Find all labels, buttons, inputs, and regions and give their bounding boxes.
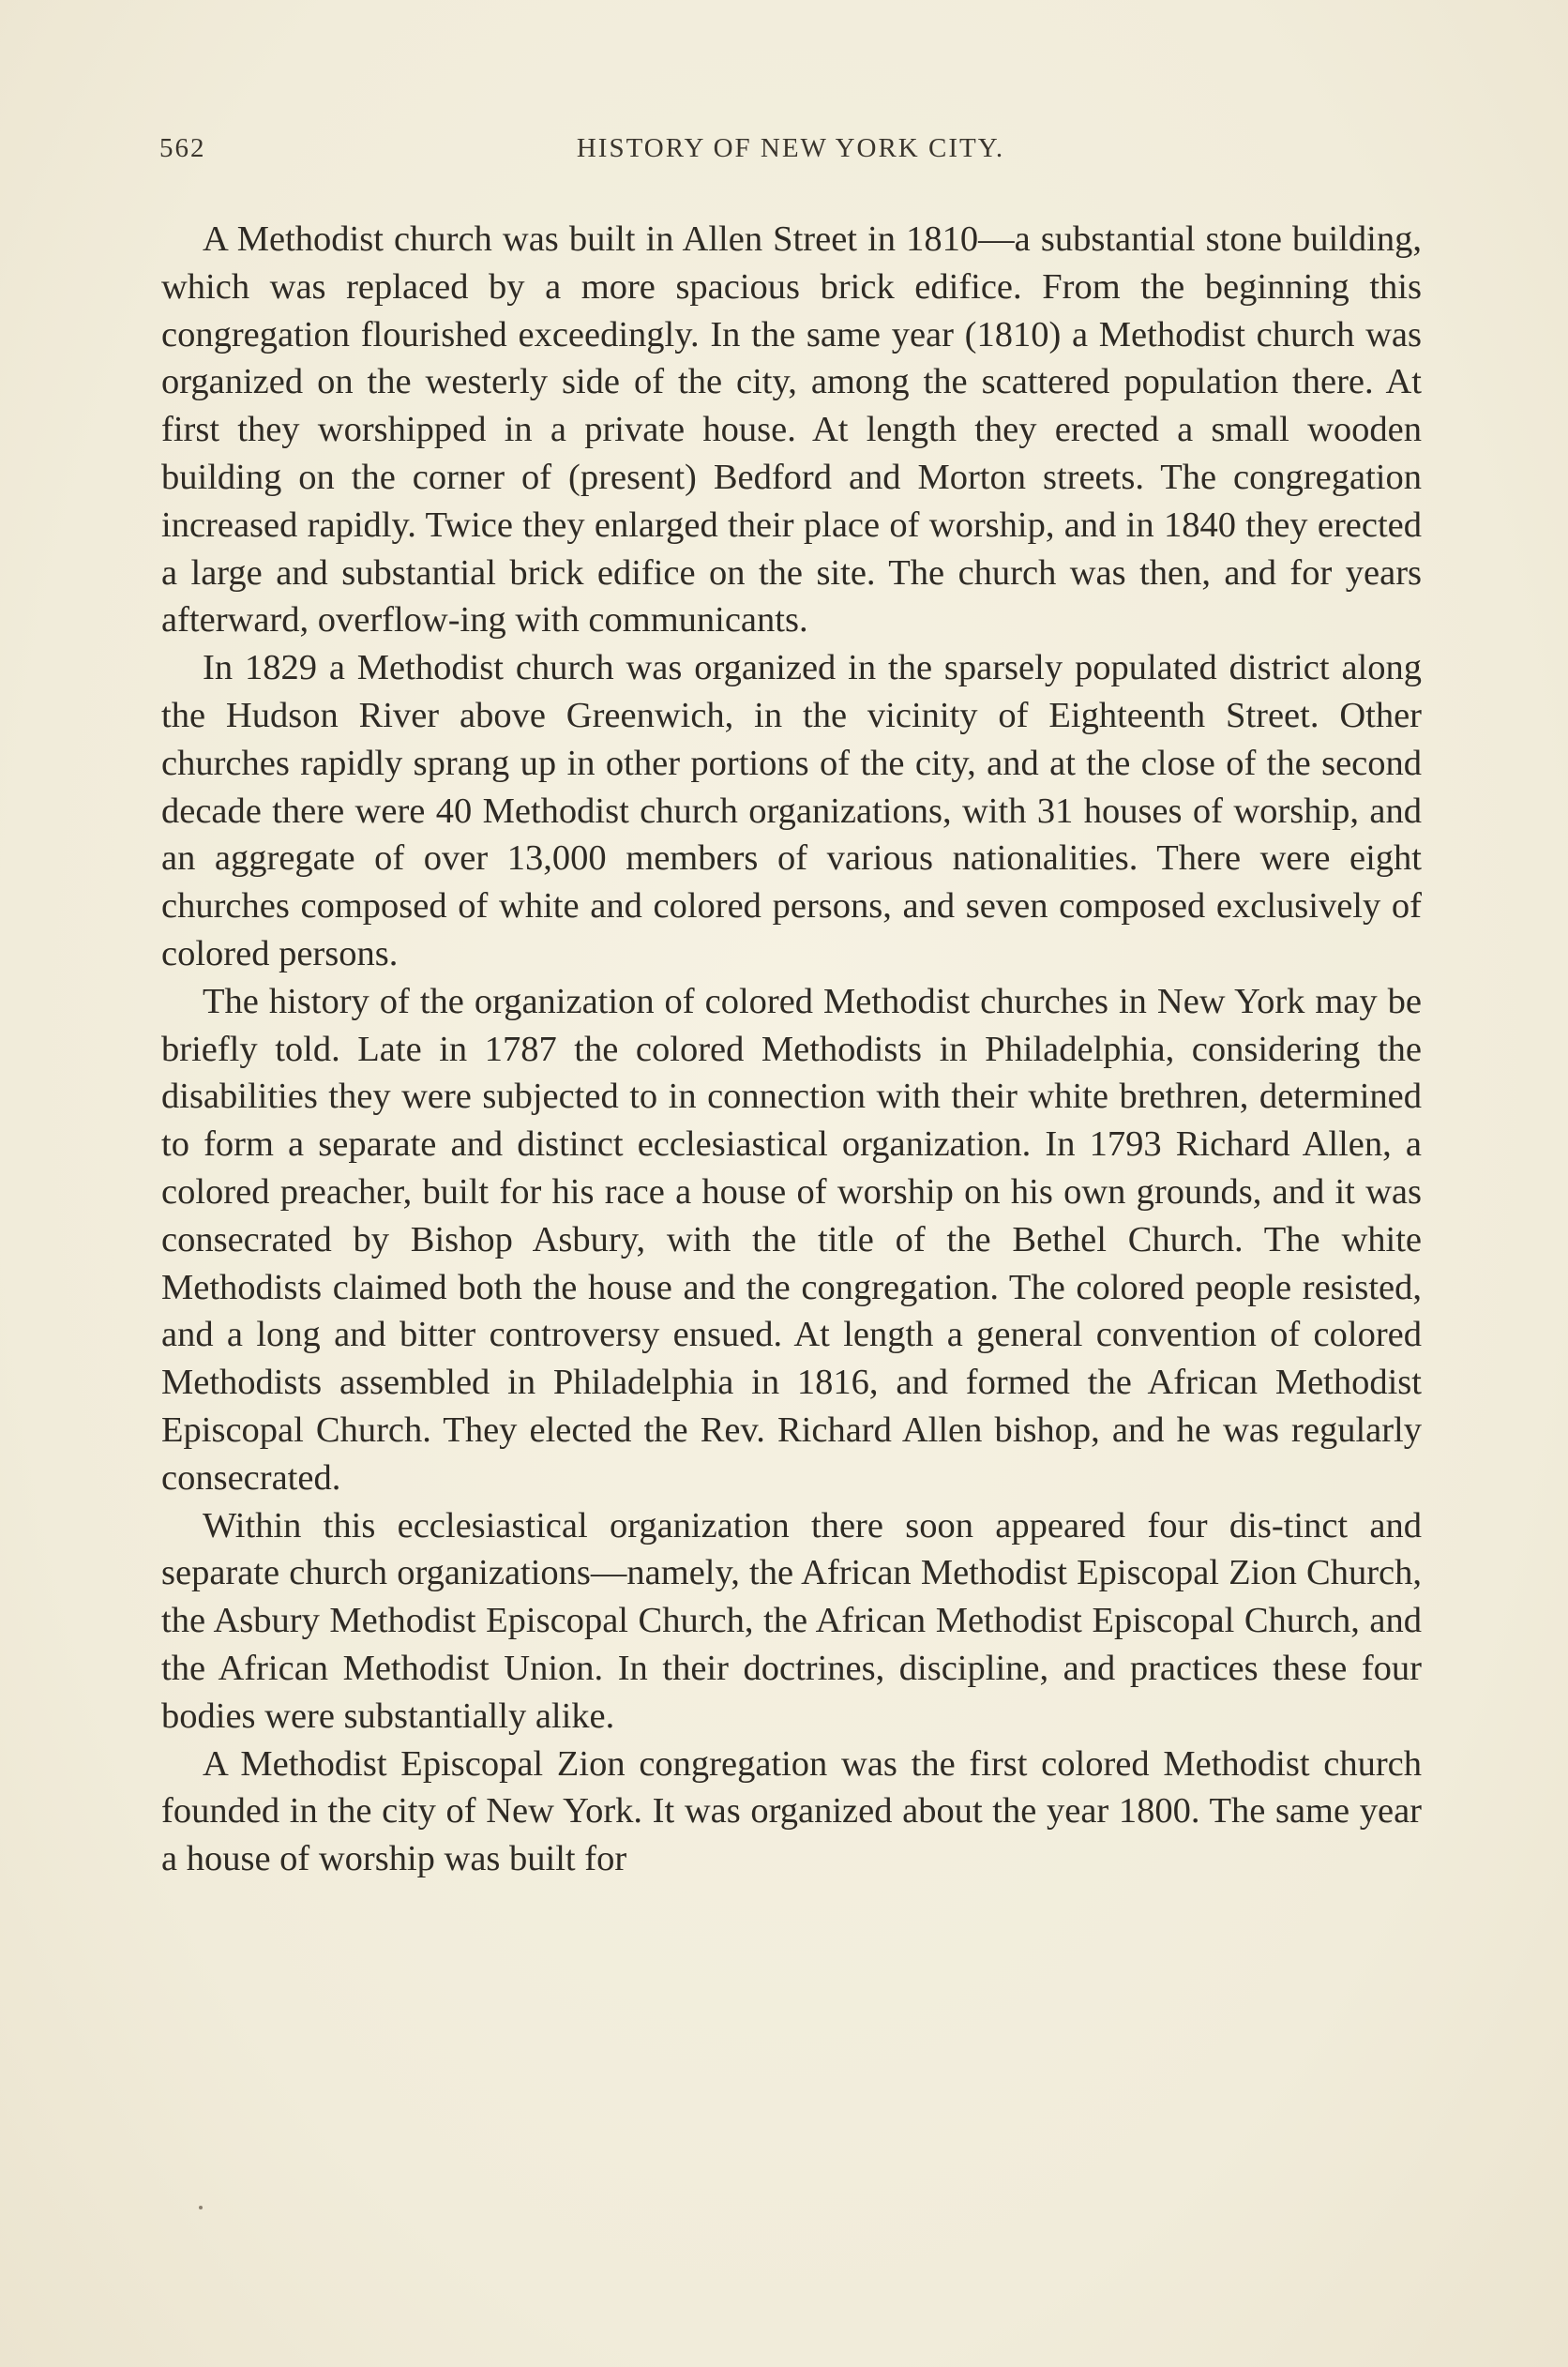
body-text xyxy=(161,216,1422,1883)
paragraph-allen-street-church: A Methodist church was built in Allen Street in 1810—a substantial stone building, which was replaced by a more spacious brick edifice. From the beginning this congregation flourished exceedingly. In the same year (1810) a Methodist church was organized on the westerly side of the city, among the scattered population there. At first they worshipped in a private house. At length they erected a small wooden building on the corner of (present) Bedford and Morton streets. The congregation increased rapidly. Twice they enlarged their place of worship, and in 1840 they erected a large and substantial brick edifice on the site. The church was then, and for years afterward, overflow-ing with communicants. xyxy=(161,219,1422,641)
paragraph-four-organizations: Within this ecclesiastical organization there soon appeared four dis-tinct and separate church organizations—namely, the African Methodist Episcopal Zion Church, the Asbury Methodist Episcopal Church, the African Methodist Episcopal Church, and the African Methodist Union. In their doctrines, discipline, and practices these four bodies were substantially alike. xyxy=(161,1505,1422,1736)
page-number: 562 xyxy=(159,133,206,163)
page-speck xyxy=(199,2206,203,2209)
paragraph-zion-congregation: A Methodist Episcopal Zion congregation was the first colored Methodist church founded in the city of New York. It was organized about the year 1800. The same year a house of worship was built for xyxy=(161,1743,1422,1879)
page-header xyxy=(159,133,1422,171)
running-head: HISTORY OF NEW YORK CITY. xyxy=(576,133,1005,163)
paragraph-colored-methodist-history: The history of the organization of colored Methodist churches in New York may be briefly told. Late in 1787 the colored Methodists in Philadelphia, considering the disabilities they were subjected to in connection with their white brethren, determined to form a separate and distinct ecclesiastical organization. In 1793 Richard Allen, a colored preacher, built for his race a house of worship on his own grounds, and it was consecrated by Bishop Asbury, with the title of the Bethel Church. The white Methodists claimed both the house and the congregation. The colored people resisted, and a long and bitter controversy ensued. At length a general convention of colored Methodists assembled in Philadelphia in 1816, and formed the African Methodist Episcopal Church. They elected the Rev. Richard Allen bishop, and he was regularly consecrated. xyxy=(161,981,1422,1498)
paragraph-1829-church: In 1829 a Methodist church was organized in the sparsely populated district along the Hudson River above Greenwich, in the vicinity of Eighteenth Street. Other churches rapidly sprang up in other portions of the city, and at the close of the second decade there were 40 Methodist church organizations, with 31 houses of worship, and an aggregate of over 13,000 members of various nationalities. There were eight churches composed of white and colored persons, and seven composed exclusively of colored persons. xyxy=(161,648,1422,973)
